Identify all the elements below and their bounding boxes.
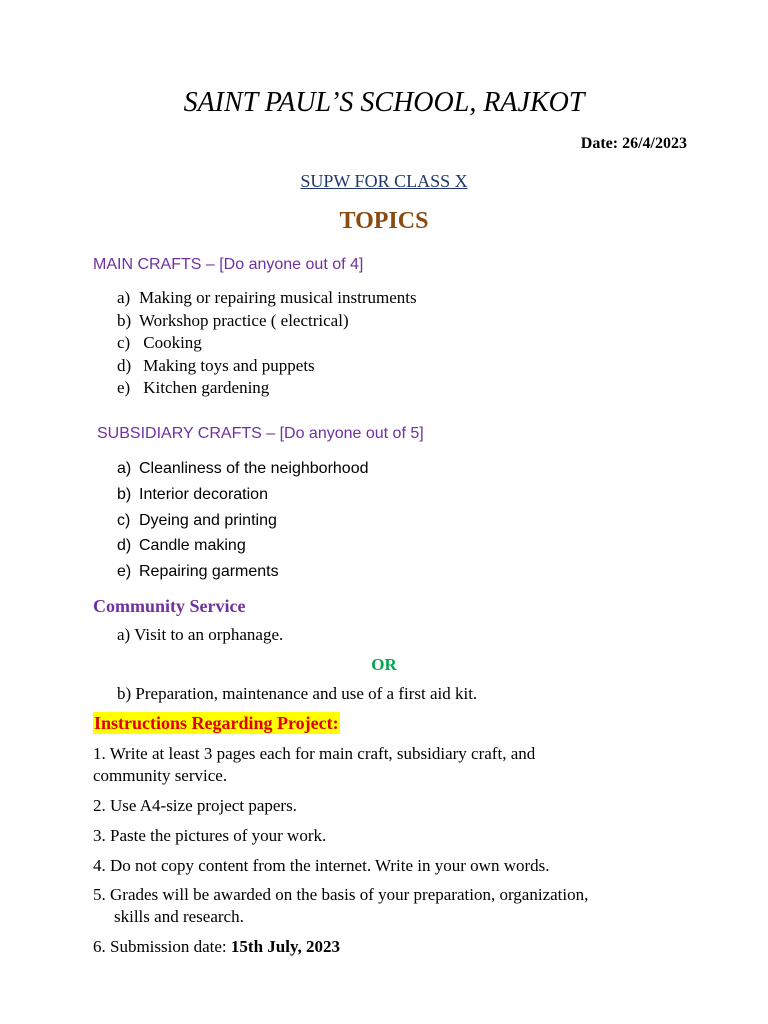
list-item-text: Repairing garments (139, 563, 279, 581)
list-item (117, 508, 369, 534)
list-item (117, 559, 369, 585)
list-item-text: Kitchen gardening (139, 378, 270, 398)
list-item-letter: e) (117, 378, 131, 398)
list-item-text: Workshop practice ( electrical) (139, 310, 349, 330)
list-item (117, 287, 417, 310)
instruction-item-5 (93, 884, 703, 928)
submission-date: 15th July, 2023 (230, 937, 341, 956)
community-option-a: a) Visit to an orphanage. (117, 625, 284, 644)
list-item (117, 332, 417, 355)
list-item-text: Dyeing and printing (139, 511, 277, 529)
instruction-line: 1. Write at least 3 pages each for main craft, subsidiary craft, and (93, 744, 536, 763)
list-item-letter: c) (117, 333, 131, 353)
subject-title: SUPW FOR CLASS X (300, 171, 468, 191)
subsidiary-crafts-heading: SUBSIDIARY CRAFTS – [Do anyone out of 5] (97, 425, 424, 442)
instruction-line: 5. Grades will be awarded on the basis of your preparation, organization, (93, 885, 589, 904)
main-crafts-list (117, 287, 417, 400)
list-item-letter: c) (117, 511, 131, 529)
community-service-heading: Community Service (93, 596, 246, 616)
list-item (117, 482, 369, 508)
list-item-letter: b) (117, 310, 132, 330)
list-item (117, 533, 369, 559)
school-name: SAINT PAUL’S SCHOOL, RAJKOT (183, 87, 585, 118)
list-item-text: Cleanliness of the neighborhood (139, 460, 369, 477)
subsidiary-crafts-list (117, 456, 369, 585)
instruction-line: community service. (93, 766, 228, 785)
community-option-b: b) Preparation, maintenance and use of a first aid kit. (117, 684, 478, 703)
list-item-letter: a) (117, 460, 132, 477)
instructions-heading: Instructions Regarding Project: (94, 713, 339, 733)
document-date: Date: 26/4/2023 (580, 135, 687, 152)
list-item (117, 355, 417, 378)
list-item-text: Making toys and puppets (139, 355, 315, 375)
list-item-text: Interior decoration (139, 485, 268, 503)
list-item (117, 310, 417, 333)
list-item-letter: b) (117, 485, 132, 503)
list-item-text: Cooking (139, 333, 202, 353)
section-title-topics: TOPICS (339, 208, 429, 234)
list-item (117, 377, 417, 400)
submission-label: 6. Submission date: (93, 937, 231, 956)
instruction-item-1 (93, 743, 703, 787)
instruction-item-6 (93, 936, 703, 958)
instruction-line: skills and research. (114, 907, 244, 926)
list-item-letter: d) (117, 537, 132, 555)
list-item-letter: d) (117, 355, 132, 375)
instruction-item-3: 3. Paste the pictures of your work. (93, 826, 327, 845)
or-separator: OR (371, 655, 397, 674)
main-crafts-heading: MAIN CRAFTS – [Do anyone out of 4] (93, 256, 364, 273)
list-item-text: Making or repairing musical instruments (139, 288, 417, 307)
instruction-item-4: 4. Do not copy content from the internet. Write in your own words. (93, 856, 550, 875)
list-item-text: Candle making (139, 537, 246, 555)
list-item-letter: e) (117, 563, 132, 581)
list-item (117, 456, 369, 482)
instruction-item-2: 2. Use A4-size project papers. (93, 796, 297, 815)
list-item-letter: a) (117, 288, 131, 307)
